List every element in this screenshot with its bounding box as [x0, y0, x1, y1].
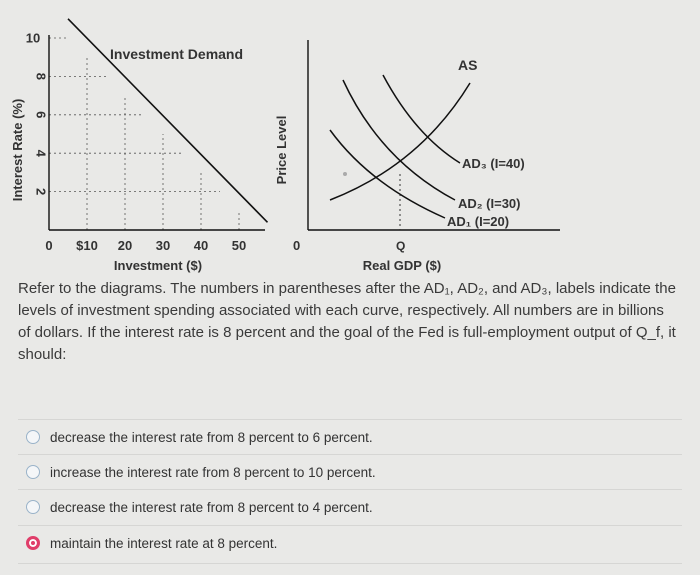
left-x-tick-label: 20 — [117, 238, 133, 253]
left-y-tick-label: 8 — [33, 72, 49, 81]
left-y-tick-label: 4 — [33, 149, 49, 157]
right-xlabel: Real GDP ($) — [362, 258, 442, 273]
ad2-curve — [343, 80, 455, 200]
left-x-tick-labels — [45, 238, 246, 253]
question-line: of dollars. If the interest rate is 8 percent and the goal of the Fed is full-employment output of Q_f, it — [18, 324, 676, 341]
radio-button-selected[interactable] — [26, 536, 40, 550]
right-origin-label: 0 — [293, 238, 301, 253]
as-label: AS — [458, 57, 478, 73]
left-gridlines — [49, 38, 239, 230]
left-x-tick-label: $10 — [76, 238, 98, 253]
answer-label: decrease the interest rate from 8 percent to 4 percent. — [50, 499, 373, 515]
ad2-label: AD₂ (I=30) — [458, 196, 521, 211]
ad3-label: AD₃ (I=40) — [462, 156, 525, 171]
ad3-curve — [383, 75, 460, 163]
left-x-tick-label: 40 — [193, 238, 209, 253]
left-y-tick-label: 2 — [33, 187, 49, 196]
left-title: Investment Demand — [110, 46, 244, 62]
ad1-label: AD₁ (I=20) — [447, 214, 510, 229]
left-y-tick-label: 6 — [33, 111, 49, 119]
answer-label: decrease the interest rate from 8 percent to 6 percent. — [50, 429, 373, 445]
divider — [18, 563, 682, 564]
left-ylabel: Interest Rate (%) — [10, 98, 25, 202]
left-x-tick-label: 30 — [155, 238, 171, 253]
question-line: Refer to the diagrams. The numbers in parentheses after the AD₁, AD₂, and AD₃, labels indicate the — [18, 280, 676, 297]
diagrams — [0, 0, 700, 285]
q-label: Q — [396, 239, 406, 253]
radio-button[interactable] — [26, 465, 40, 479]
answer-option-1[interactable] — [18, 419, 682, 454]
investment-demand-chart — [10, 19, 268, 273]
answer-label: increase the interest rate from 8 percent to 10 percent. — [50, 464, 376, 480]
left-xlabel: Investment ($) — [113, 258, 203, 273]
left-y-tick-label: 10 — [25, 30, 41, 46]
as-curve — [330, 83, 470, 200]
left-x-tick-label: 0 — [45, 238, 53, 253]
ad-as-chart — [274, 40, 560, 273]
answer-option-2[interactable] — [18, 454, 682, 489]
answer-option-3[interactable] — [18, 489, 682, 524]
left-x-tick-label: 50 — [231, 238, 247, 253]
ad1-curve — [330, 130, 445, 218]
radio-button[interactable] — [26, 430, 40, 444]
answer-option-4[interactable] — [18, 525, 682, 560]
diagrams-svg — [0, 0, 700, 285]
radio-button[interactable] — [26, 500, 40, 514]
answer-label: maintain the interest rate at 8 percent. — [50, 535, 278, 551]
right-ylabel: Price Level — [274, 115, 289, 185]
question-line: levels of investment spending associated with each curve, respectively. All numbers are in billions — [18, 302, 664, 319]
question-text — [18, 278, 700, 366]
question-line: should: — [18, 346, 67, 363]
left-y-tick-labels — [26, 30, 49, 195]
equilibrium-dot — [343, 172, 347, 176]
